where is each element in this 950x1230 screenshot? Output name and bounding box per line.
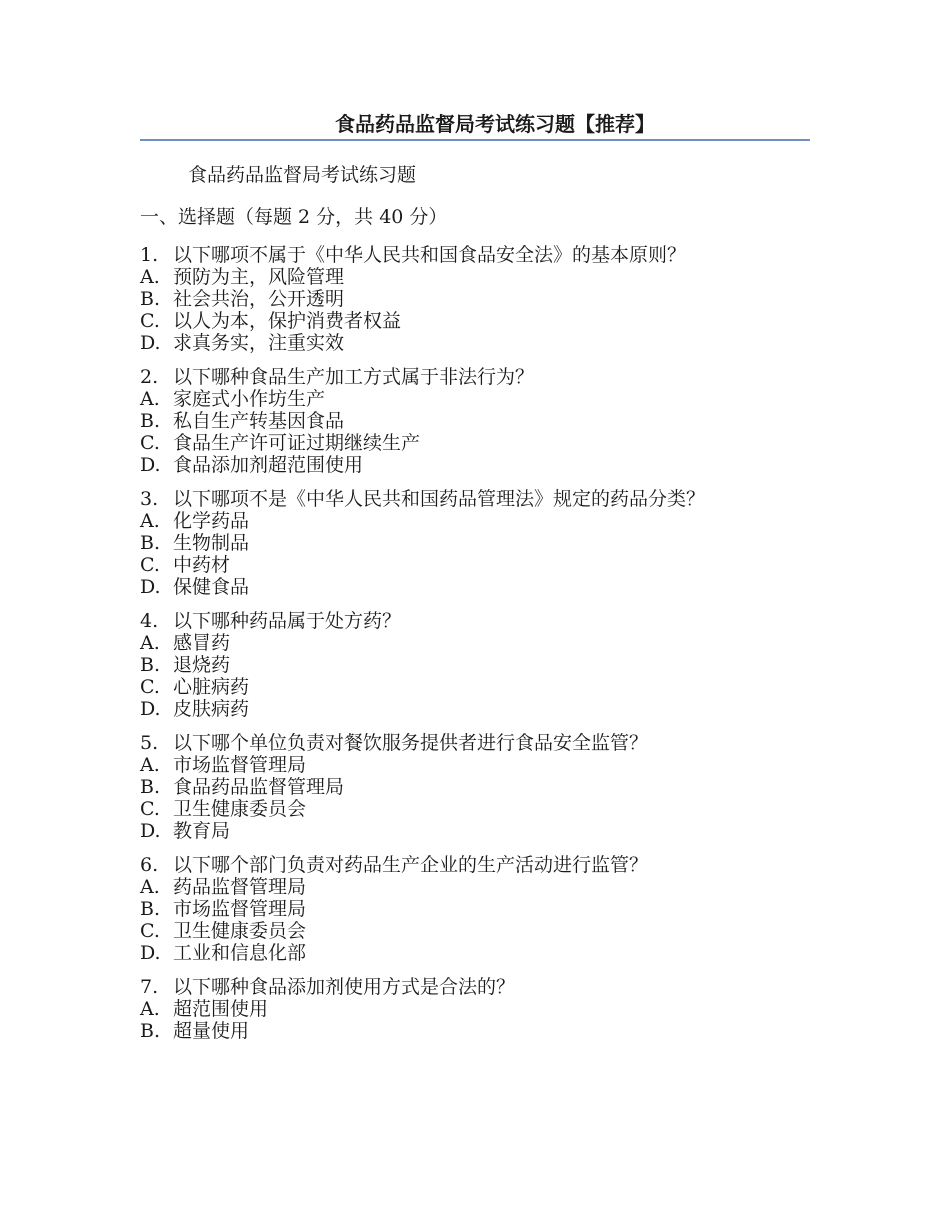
answer-option	[140, 266, 820, 288]
option-text: 退烧药	[173, 654, 231, 676]
question-number: 1.	[140, 244, 159, 266]
option-letter: C.	[140, 554, 160, 576]
question-text: 以下哪种食品生产加工方式属于非法行为？	[173, 366, 535, 388]
option-letter: B.	[140, 532, 161, 554]
option-text: 家庭式小作坊生产	[173, 388, 326, 410]
title-underline	[140, 139, 810, 141]
option-letter: B.	[140, 1020, 161, 1042]
question-text: 以下哪项不属于《中华人民共和国食品安全法》的基本原则？	[173, 244, 687, 266]
answer-option	[140, 432, 820, 454]
document-body	[140, 160, 820, 1042]
question-text: 以下哪项不是《中华人民共和国药品管理法》规定的药品分类？	[173, 488, 706, 510]
option-text: 预防为主，风险管理	[173, 266, 345, 288]
option-letter: D.	[140, 576, 161, 598]
option-letter: B.	[140, 776, 161, 798]
option-text: 食品生产许可证过期继续生产	[173, 432, 421, 454]
option-letter: B.	[140, 898, 161, 920]
option-text: 超范围使用	[173, 998, 269, 1020]
answer-option	[140, 998, 820, 1020]
answer-option	[140, 920, 820, 942]
question-number: 7.	[140, 976, 159, 998]
question-number: 2.	[140, 366, 159, 388]
answer-option	[140, 554, 820, 576]
option-text: 皮肤病药	[173, 698, 250, 720]
answer-option	[140, 898, 820, 920]
answer-option	[140, 410, 820, 432]
answer-option	[140, 820, 820, 842]
question-number: 3.	[140, 488, 159, 510]
option-text: 食品添加剂超范围使用	[173, 454, 364, 476]
answer-option	[140, 798, 820, 820]
question-line	[140, 366, 820, 388]
option-letter: A.	[140, 632, 160, 654]
option-letter: A.	[140, 876, 160, 898]
answer-option	[140, 942, 820, 964]
option-text: 心脏病药	[173, 676, 250, 698]
option-letter: D.	[140, 332, 161, 354]
section-heading: 一、选择题（每题 2 分，共 40 分）	[140, 206, 448, 228]
option-letter: C.	[140, 920, 160, 942]
answer-option	[140, 388, 820, 410]
option-text: 工业和信息化部	[173, 942, 307, 964]
question-text: 以下哪种食品添加剂使用方式是合法的？	[173, 976, 516, 998]
question-item	[140, 732, 820, 842]
answer-option	[140, 654, 820, 676]
answer-option	[140, 776, 820, 798]
option-letter: D.	[140, 942, 161, 964]
option-letter: A.	[140, 754, 160, 776]
option-letter: D.	[140, 820, 161, 842]
question-line	[140, 976, 820, 998]
question-number: 6.	[140, 854, 159, 876]
question-text: 以下哪个部门负责对药品生产企业的生产活动进行监管？	[173, 854, 649, 876]
option-text: 感冒药	[173, 632, 231, 654]
question-item	[140, 610, 820, 720]
document-subtitle: 食品药品监督局考试练习题	[188, 164, 417, 186]
option-letter: C.	[140, 432, 160, 454]
option-letter: A.	[140, 266, 160, 288]
answer-option	[140, 454, 820, 476]
option-letter: D.	[140, 698, 161, 720]
question-line	[140, 244, 820, 266]
question-number: 5.	[140, 732, 159, 754]
document-title: 食品药品监督局考试练习题【推荐】	[335, 112, 655, 136]
question-line	[140, 610, 820, 632]
answer-option	[140, 876, 820, 898]
option-text: 生物制品	[173, 532, 250, 554]
question-item	[140, 366, 820, 476]
option-text: 保健食品	[173, 576, 250, 598]
question-number: 4.	[140, 610, 159, 632]
option-letter: B.	[140, 288, 161, 310]
question-line	[140, 854, 820, 876]
option-text: 中药材	[173, 554, 231, 576]
question-item	[140, 854, 820, 964]
option-text: 市场监督管理局	[173, 754, 307, 776]
option-text: 教育局	[173, 820, 231, 842]
answer-option	[140, 1020, 820, 1042]
question-line	[140, 732, 820, 754]
answer-option	[140, 288, 820, 310]
answer-option	[140, 310, 820, 332]
option-text: 化学药品	[173, 510, 250, 532]
question-item	[140, 488, 820, 598]
question-text: 以下哪种药品属于处方药？	[173, 610, 402, 632]
option-text: 私自生产转基因食品	[173, 410, 345, 432]
answer-option	[140, 332, 820, 354]
option-letter: B.	[140, 410, 161, 432]
option-letter: D.	[140, 454, 161, 476]
option-letter: C.	[140, 676, 160, 698]
question-item	[140, 244, 820, 354]
answer-option	[140, 698, 820, 720]
option-text: 卫生健康委员会	[173, 798, 307, 820]
option-text: 食品药品监督管理局	[173, 776, 345, 798]
question-list	[140, 244, 820, 1042]
answer-option	[140, 632, 820, 654]
question-item	[140, 976, 820, 1042]
answer-option	[140, 754, 820, 776]
answer-option	[140, 532, 820, 554]
option-letter: C.	[140, 798, 160, 820]
option-text: 超量使用	[173, 1020, 250, 1042]
option-letter: B.	[140, 654, 161, 676]
option-text: 社会共治，公开透明	[173, 288, 345, 310]
option-letter: A.	[140, 510, 160, 532]
answer-option	[140, 676, 820, 698]
option-text: 卫生健康委员会	[173, 920, 307, 942]
option-letter: A.	[140, 388, 160, 410]
option-letter: A.	[140, 998, 160, 1020]
answer-option	[140, 576, 820, 598]
question-line	[140, 488, 820, 510]
question-text: 以下哪个单位负责对餐饮服务提供者进行食品安全监管？	[173, 732, 649, 754]
option-text: 药品监督管理局	[173, 876, 307, 898]
option-letter: C.	[140, 310, 160, 332]
answer-option	[140, 510, 820, 532]
option-text: 以人为本，保护消费者权益	[173, 310, 402, 332]
option-text: 求真务实，注重实效	[173, 332, 345, 354]
option-text: 市场监督管理局	[173, 898, 307, 920]
